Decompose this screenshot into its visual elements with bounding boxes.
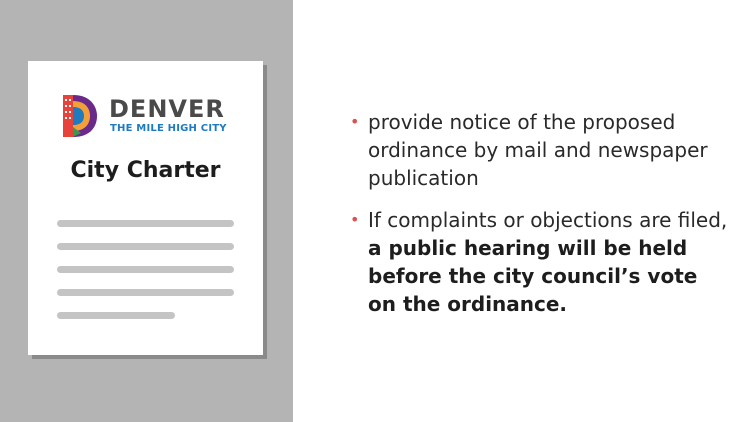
logo-wordmark: DENVER	[109, 95, 225, 123]
bullet-text: If complaints or objections are filed,	[368, 208, 728, 232]
denver-logo-icon	[63, 93, 97, 139]
bullet-item	[350, 206, 730, 318]
logo-tagline: THE MILE HIGH CITY	[110, 123, 227, 134]
bullet-dot: •	[350, 112, 360, 131]
denver-logo	[63, 93, 233, 139]
left-panel	[0, 0, 293, 422]
text-line-placeholder	[57, 220, 234, 227]
bullet-dot: •	[350, 210, 360, 229]
text-line-placeholder	[57, 243, 234, 250]
document-title: City Charter	[70, 158, 221, 183]
bullet-item	[350, 108, 730, 192]
city-charter-document	[28, 61, 263, 355]
text-line-placeholder	[57, 312, 175, 319]
bullet-list	[350, 108, 730, 332]
bullet-bold-text: a public hearing will be held before the city council’s vote on the ordinance.	[368, 236, 698, 316]
bullet-text: provide notice of the proposed ordinance by mail and newspaper publication	[368, 110, 708, 190]
text-line-placeholder	[57, 266, 234, 273]
text-line-placeholder	[57, 289, 234, 296]
